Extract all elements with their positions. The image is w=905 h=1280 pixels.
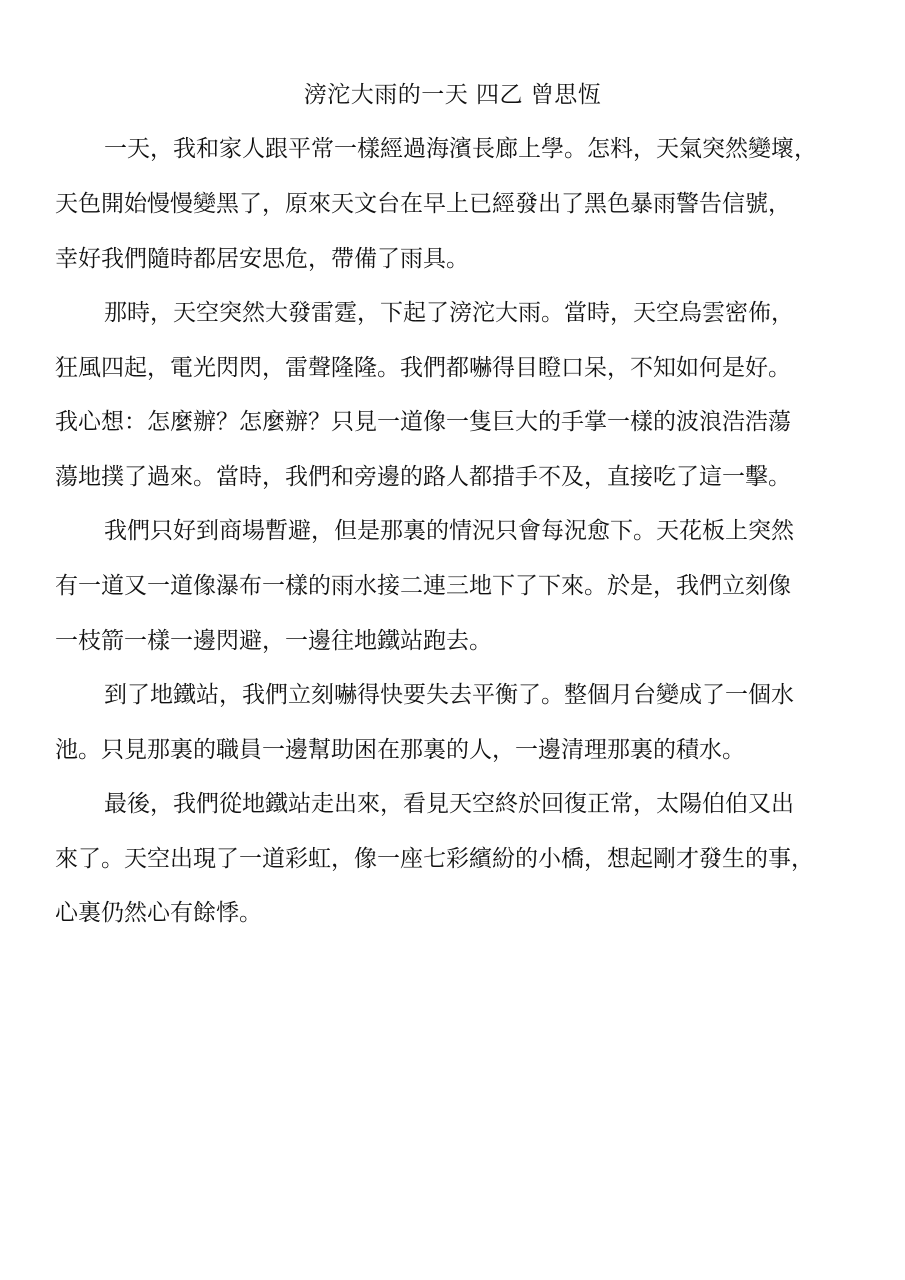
paragraph-2-line-4: 蕩地撲了過來。當時，我們和旁邊的路人都措手不及，直接吃了這一擊。 (55, 464, 791, 490)
paragraph-2-line-2: 狂風四起，電光閃閃，雷聲隆隆。我們都嚇得目瞪口呆，不知如何是好。 (55, 355, 791, 381)
paragraph-2-line-1: 那時，天空突然大發雷霆，下起了滂沱大雨。當時，天空烏雲密佈， (104, 300, 794, 326)
paragraph-5-line-2: 來了。天空出現了一道彩虹，像一座七彩繽紛的小橋，想起剛才發生的事， (55, 846, 814, 872)
paragraph-1-line-3: 幸好我們隨時都居安思危，帶備了雨具。 (55, 246, 469, 272)
paragraph-2-line-3: 我心想：怎麼辦？怎麼辦？只見一道像一隻巨大的手掌一樣的波浪浩浩蕩 (55, 409, 791, 435)
paragraph-5-line-1: 最後，我們從地鐵站走出來，看見天空終於回復正常，太陽伯伯又出 (104, 791, 794, 817)
paragraph-3-line-2: 有一道又一道像瀑布一樣的雨水接二連三地下了下來。於是，我們立刻像 (55, 573, 791, 599)
paragraph-3-line-1: 我們只好到商場暫避，但是那裏的情況只會每況愈下。天花板上突然 (104, 518, 794, 544)
paragraph-3-line-3: 一枝箭一樣一邊閃避，一邊往地鐵站跑去。 (55, 628, 492, 654)
paragraph-4-line-1: 到了地鐵站，我們立刻嚇得快要失去平衡了。整個月台變成了一個水 (104, 682, 794, 708)
paragraph-5-line-3: 心裏仍然心有餘悸。 (55, 900, 262, 926)
paragraph-4-line-2: 池。只見那裏的職員一邊幫助困在那裏的人，一邊清理那裏的積水。 (55, 737, 745, 763)
document-title: 滂沱大雨的一天 四乙 曾思恆 (303, 82, 602, 108)
paragraph-1-line-2: 天色開始慢慢變黑了，原來天文台在早上已經發出了黑色暴雨警告信號， (55, 191, 791, 217)
paragraph-1-line-1: 一天，我和家人跟平常一樣經過海濱長廊上學。怎料，天氣突然變壞， (104, 136, 817, 162)
